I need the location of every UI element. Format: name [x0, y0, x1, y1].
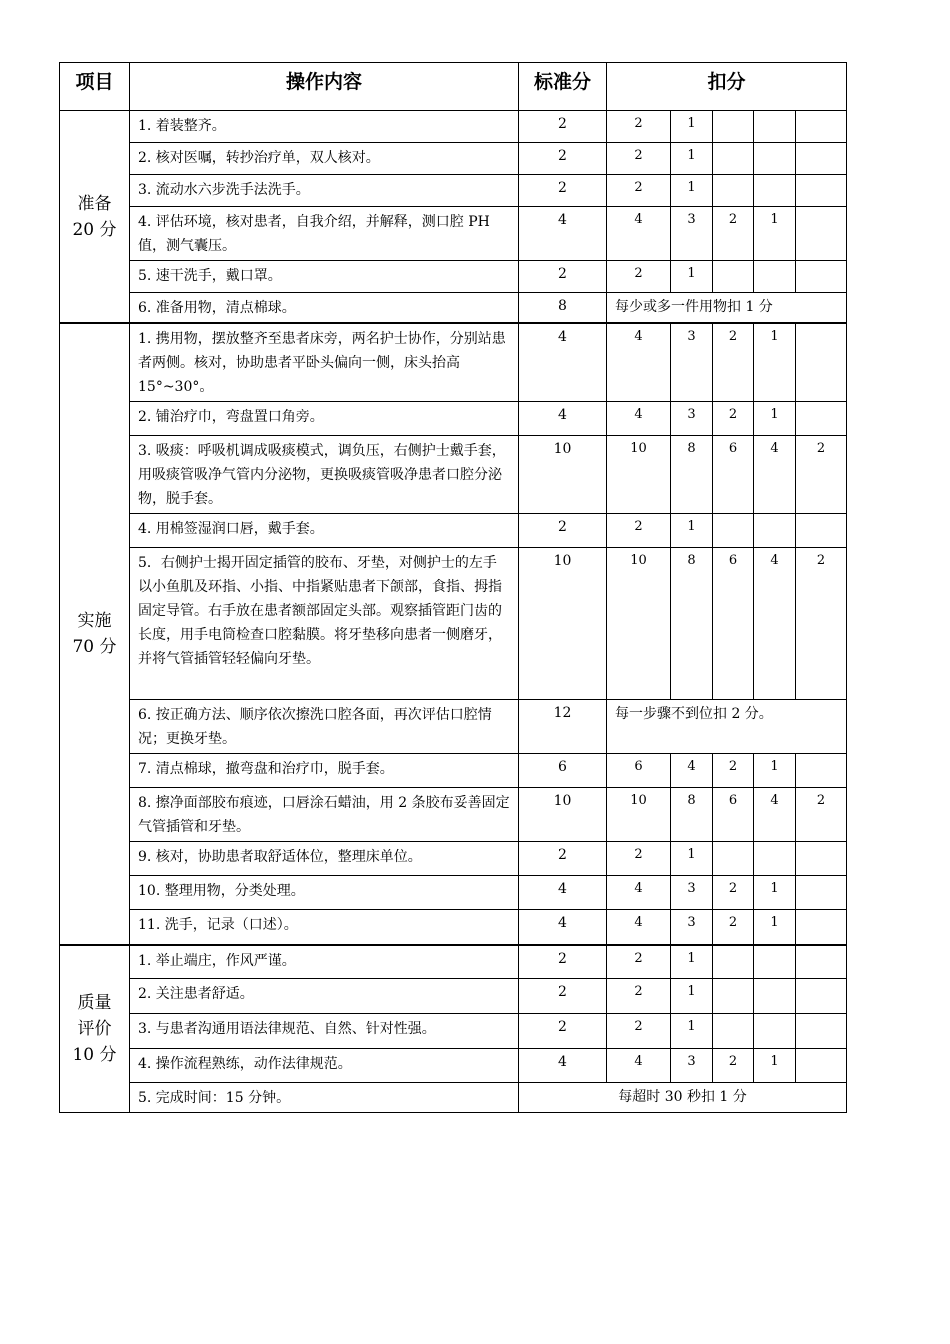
scoring-table — [59, 62, 847, 1113]
deduction-cell — [754, 261, 796, 293]
deduction-cell — [796, 979, 847, 1014]
deduction-cell: 2 — [796, 788, 847, 842]
deduction-cell — [713, 143, 754, 175]
deduction-cell — [796, 910, 847, 945]
standard-score: 10 — [519, 788, 607, 842]
deduction-cell — [796, 1049, 847, 1083]
deduction-cell — [796, 207, 847, 261]
section-title-line: 20 分 — [72, 219, 117, 240]
standard-score: 4 — [519, 910, 607, 945]
deduction-cell — [796, 175, 847, 207]
step-content: 5. 完成时间：15 分钟。 — [130, 1083, 519, 1113]
deduction-cell: 3 — [671, 207, 713, 261]
step-content: 8. 擦净面部胶布痕迹，口唇涂石蜡油，用 2 条胶布妥善固定气管插管和牙垫。 — [130, 788, 519, 842]
step-content: 4. 评估环境，核对患者，自我介绍，并解释，测口腔 PH 值，测气囊压。 — [130, 207, 519, 261]
deduction-cell: 4 — [607, 876, 671, 910]
table-row — [60, 788, 847, 842]
deduction-cell: 1 — [754, 1049, 796, 1083]
header-standard: 标准分 — [519, 63, 607, 111]
table-row — [60, 436, 847, 514]
table-row — [60, 323, 847, 402]
section-title — [60, 323, 130, 945]
section-title-line: 质量 — [77, 992, 112, 1013]
deduction-cell: 8 — [671, 436, 713, 514]
step-content: 1. 举止端庄，作风严谨。 — [130, 945, 519, 979]
deduction-cell: 6 — [713, 788, 754, 842]
deduction-cell — [754, 945, 796, 979]
table-row — [60, 979, 847, 1014]
deduction-cell: 10 — [607, 436, 671, 514]
deduction-cell — [796, 323, 847, 402]
section-title-line: 评价 — [77, 1018, 112, 1039]
standard-score: 2 — [519, 979, 607, 1014]
standard-score: 2 — [519, 514, 607, 548]
step-content: 2. 核对医嘱，转抄治疗单，双人核对。 — [130, 143, 519, 175]
step-content: 3. 与患者沟通用语法律规范、自然、针对性强。 — [130, 1014, 519, 1049]
section-title-line: 准备 — [77, 193, 112, 214]
deduction-cell — [713, 842, 754, 876]
table-row — [60, 842, 847, 876]
deduction-cell: 3 — [671, 876, 713, 910]
step-content: 3. 流动水六步洗手法洗手。 — [130, 175, 519, 207]
standard-score: 4 — [519, 876, 607, 910]
deduction-cell: 1 — [671, 842, 713, 876]
deduction-cell — [713, 1014, 754, 1049]
table-row — [60, 293, 847, 324]
deduction-cell: 2 — [607, 175, 671, 207]
standard-score: 2 — [519, 1014, 607, 1049]
deduction-cell — [796, 402, 847, 436]
step-content: 5．右侧护士揭开固定插管的胶布、牙垫，对侧护士的左手以小鱼肌及环指、小指、中指紧贴患者下颌部，食指、拇指固定导管。右手放在患者额部固定头部。观察插管距门齿的长度，用手电筒检查口腔黏膜。将牙垫移向患者一侧磨牙，并将气管插管轻轻偏向牙垫。 — [130, 548, 519, 700]
table-row — [60, 402, 847, 436]
deduction-cell: 2 — [607, 111, 671, 143]
step-content: 3. 吸痰：呼吸机调成吸痰模式，调负压，右侧护士戴手套，用吸痰管吸净气管内分泌物，更换吸痰管吸净患者口腔分泌物，脱手套。 — [130, 436, 519, 514]
standard-score: 2 — [519, 111, 607, 143]
table-row — [60, 261, 847, 293]
table-row — [60, 876, 847, 910]
deduction-cell — [713, 945, 754, 979]
deduction-cell — [713, 514, 754, 548]
section-title-line: 70 分 — [72, 636, 117, 657]
deduction-cell: 2 — [713, 323, 754, 402]
standard-score: 10 — [519, 548, 607, 700]
section-title-line: 实施 — [77, 610, 112, 631]
standard-score: 2 — [519, 261, 607, 293]
deduction-cell: 10 — [607, 788, 671, 842]
deduction-cell — [796, 111, 847, 143]
deduction-cell: 2 — [713, 1049, 754, 1083]
deduction-cell: 2 — [713, 207, 754, 261]
deduction-cell: 6 — [713, 436, 754, 514]
step-content: 5. 速干洗手，戴口罩。 — [130, 261, 519, 293]
deduction-cell — [754, 842, 796, 876]
table-row — [60, 514, 847, 548]
standard-score: 2 — [519, 143, 607, 175]
step-content: 2. 铺治疗巾，弯盘置口角旁。 — [130, 402, 519, 436]
deduction-cell — [796, 261, 847, 293]
step-content: 11. 洗手，记录（口述）。 — [130, 910, 519, 945]
section-title — [60, 111, 130, 324]
section-title — [60, 945, 130, 1113]
deduction-cell: 2 — [607, 842, 671, 876]
table-row — [60, 700, 847, 754]
step-content: 4. 用棉签湿润口唇，戴手套。 — [130, 514, 519, 548]
deduction-cell — [796, 514, 847, 548]
deduction-cell — [796, 1014, 847, 1049]
table-row — [60, 1083, 847, 1113]
deduction-cell — [713, 979, 754, 1014]
deduction-cell — [754, 514, 796, 548]
deduction-note: 每少或多一件用物扣 1 分 — [607, 293, 847, 324]
deduction-cell: 4 — [607, 402, 671, 436]
section-title-line: 10 分 — [72, 1044, 117, 1065]
standard-score: 2 — [519, 842, 607, 876]
step-content: 1. 携用物，摆放整齐至患者床旁，两名护士协作，分别站患者两侧。核对，协助患者平卧头偏向一侧，床头抬高 15°~30°。 — [130, 323, 519, 402]
deduction-cell: 4 — [754, 436, 796, 514]
deduction-cell: 8 — [671, 788, 713, 842]
deduction-note: 每一步骤不到位扣 2 分。 — [607, 700, 847, 754]
header-deduct: 扣分 — [607, 63, 847, 111]
deduction-cell — [754, 1014, 796, 1049]
deduction-cell: 2 — [796, 548, 847, 700]
deduction-cell: 3 — [671, 910, 713, 945]
deduction-cell — [754, 111, 796, 143]
deduction-cell: 6 — [607, 754, 671, 788]
table-row — [60, 207, 847, 261]
header-content: 操作内容 — [130, 63, 519, 111]
deduction-cell: 2 — [713, 876, 754, 910]
deduction-note: 每超时 30 秒扣 1 分 — [519, 1083, 847, 1113]
table-row — [60, 1049, 847, 1083]
deduction-cell — [796, 143, 847, 175]
deduction-cell: 2 — [607, 514, 671, 548]
deduction-cell: 1 — [671, 1014, 713, 1049]
deduction-cell — [754, 979, 796, 1014]
standard-score: 12 — [519, 700, 607, 754]
deduction-cell: 1 — [754, 323, 796, 402]
deduction-cell: 1 — [754, 207, 796, 261]
deduction-cell: 3 — [671, 402, 713, 436]
deduction-cell: 2 — [713, 910, 754, 945]
deduction-cell: 2 — [713, 402, 754, 436]
standard-score: 4 — [519, 402, 607, 436]
table-row — [60, 111, 847, 143]
deduction-cell: 6 — [713, 548, 754, 700]
header-item: 项目 — [60, 63, 130, 111]
standard-score: 6 — [519, 754, 607, 788]
table-row — [60, 175, 847, 207]
deduction-cell: 2 — [607, 945, 671, 979]
deduction-cell — [796, 842, 847, 876]
deduction-cell: 1 — [671, 261, 713, 293]
deduction-cell — [796, 945, 847, 979]
deduction-cell: 2 — [607, 979, 671, 1014]
table-row — [60, 1014, 847, 1049]
deduction-cell: 4 — [754, 548, 796, 700]
deduction-cell: 10 — [607, 548, 671, 700]
deduction-cell: 4 — [607, 1049, 671, 1083]
deduction-cell — [796, 754, 847, 788]
table-row — [60, 143, 847, 175]
table-row — [60, 910, 847, 945]
deduction-cell: 2 — [607, 1014, 671, 1049]
deduction-cell: 1 — [671, 143, 713, 175]
deduction-cell: 8 — [671, 548, 713, 700]
deduction-cell: 1 — [671, 175, 713, 207]
step-content: 10. 整理用物，分类处理。 — [130, 876, 519, 910]
standard-score: 10 — [519, 436, 607, 514]
deduction-cell: 1 — [671, 514, 713, 548]
deduction-cell: 1 — [754, 402, 796, 436]
deduction-cell — [713, 261, 754, 293]
deduction-cell: 1 — [754, 754, 796, 788]
standard-score: 4 — [519, 207, 607, 261]
deduction-cell: 3 — [671, 1049, 713, 1083]
step-content: 6. 按正确方法、顺序依次擦洗口腔各面，再次评估口腔情况；更换牙垫。 — [130, 700, 519, 754]
table-row — [60, 548, 847, 700]
step-content: 2. 关注患者舒适。 — [130, 979, 519, 1014]
deduction-cell — [713, 111, 754, 143]
standard-score: 2 — [519, 945, 607, 979]
deduction-cell: 2 — [607, 261, 671, 293]
standard-score: 4 — [519, 1049, 607, 1083]
deduction-cell: 1 — [671, 979, 713, 1014]
step-content: 9. 核对，协助患者取舒适体位，整理床单位。 — [130, 842, 519, 876]
deduction-cell: 4 — [607, 207, 671, 261]
deduction-cell — [754, 175, 796, 207]
step-content: 7. 清点棉球，撤弯盘和治疗巾，脱手套。 — [130, 754, 519, 788]
standard-score: 2 — [519, 175, 607, 207]
deduction-cell — [796, 876, 847, 910]
step-content: 4. 操作流程熟练，动作法律规范。 — [130, 1049, 519, 1083]
deduction-cell: 2 — [796, 436, 847, 514]
standard-score: 4 — [519, 323, 607, 402]
deduction-cell: 1 — [754, 910, 796, 945]
deduction-cell: 3 — [671, 323, 713, 402]
step-content: 1. 着装整齐。 — [130, 111, 519, 143]
step-content: 6. 准备用物，清点棉球。 — [130, 293, 519, 324]
deduction-cell: 2 — [607, 143, 671, 175]
deduction-cell: 4 — [607, 910, 671, 945]
deduction-cell — [754, 143, 796, 175]
table-row — [60, 945, 847, 979]
deduction-cell: 4 — [607, 323, 671, 402]
standard-score: 8 — [519, 293, 607, 324]
deduction-cell: 4 — [671, 754, 713, 788]
deduction-cell: 2 — [713, 754, 754, 788]
deduction-cell: 4 — [754, 788, 796, 842]
deduction-cell: 1 — [754, 876, 796, 910]
table-row — [60, 754, 847, 788]
deduction-cell: 1 — [671, 945, 713, 979]
deduction-cell: 1 — [671, 111, 713, 143]
table-body — [60, 111, 847, 1113]
header-row — [60, 63, 847, 111]
deduction-cell — [713, 175, 754, 207]
